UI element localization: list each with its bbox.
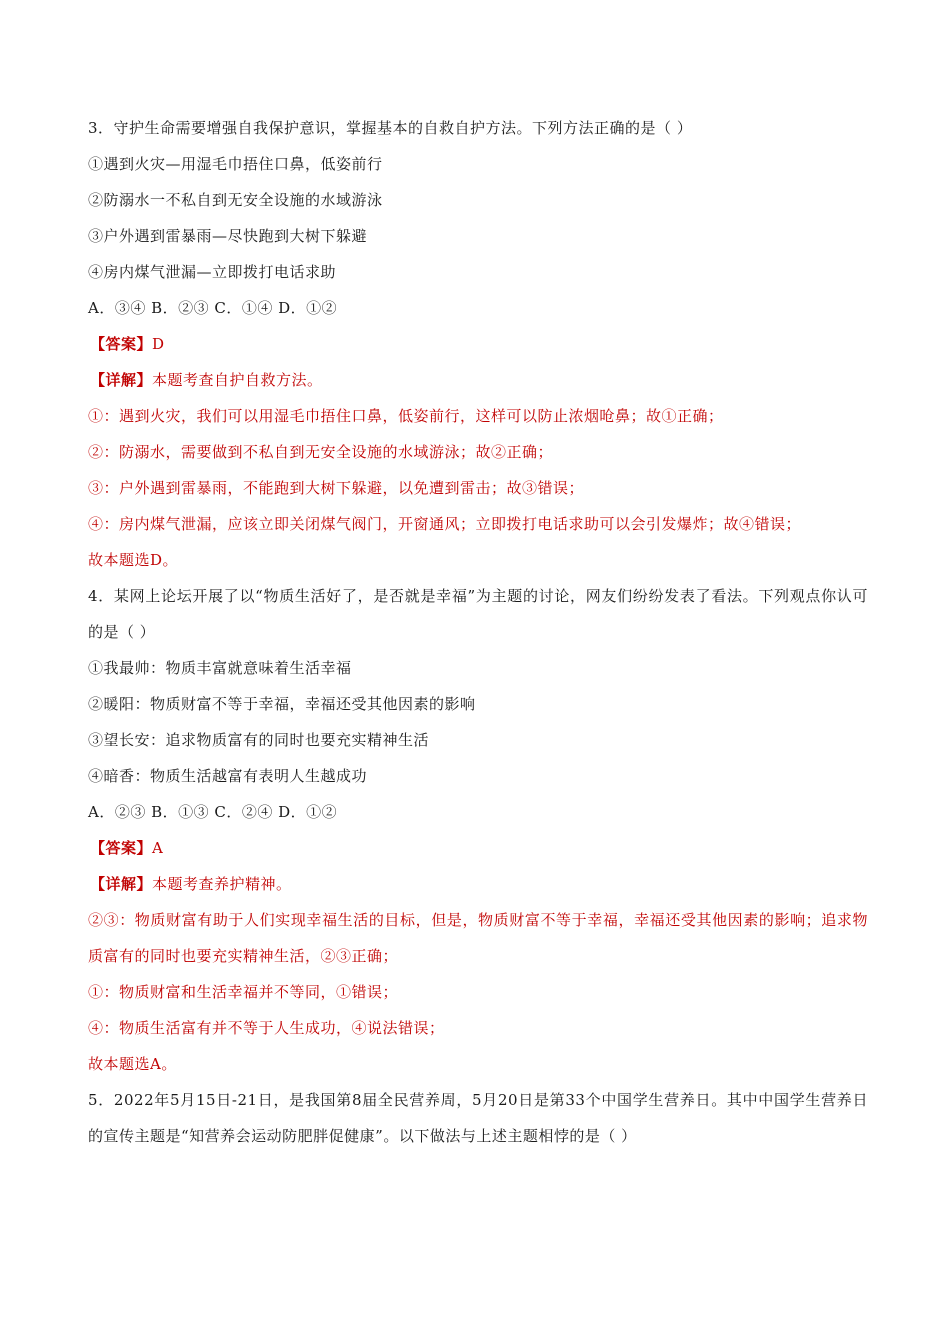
q3-conclusion: 故本题选D。 [88,551,179,569]
q4-detail-line [88,866,868,902]
q4-option-2: ②暖阳：物质财富不等于幸福，幸福还受其他因素的影响 [88,695,476,713]
q3-option-1: ①遇到火灾—用湿毛巾捂住口鼻，低姿前行 [88,155,383,173]
q3-explain-1: ①：遇到火灾，我们可以用湿毛巾捂住口鼻，低姿前行，这样可以防止浓烟呛鼻；故①正确； [88,407,724,425]
q3-stem: 3．守护生命需要增强自我保护意识，掌握基本的自救自护方法。下列方法正确的是（ ） [88,119,693,137]
q3-detail-text: 本题考查自护自救方法。 [152,371,323,389]
q3-answer-value: D [152,335,165,353]
q3-option-2: ②防溺水一不私自到无安全设施的水域游泳 [88,191,383,209]
q4-explain-2: ④：物质生活富有并不等于人生成功，④说法错误； [88,1019,445,1037]
q5-stem: 5．2022年5月15日-21日，是我国第8届全民营养周，5月20日是第33个中国学生营养日。其中中国学生营养日的宣传主题是“知营养会运动防肥胖促健康”。以下做法与上述主题相悖的是（ ） [88,1091,868,1145]
q3-option-4: ④房内煤气泄漏—立即拨打电话求助 [88,263,337,281]
q4-stem: 4．某网上论坛开展了以“物质生活好了，是否就是幸福”为主题的讨论，网友们纷纷发表了看法。下列观点你认可的是（ ） [88,587,868,641]
q4-detail-text: 本题考查养护精神。 [152,875,292,893]
q3-explain-2: ②：防溺水，需要做到不私自到无安全设施的水域游泳；故②正确； [88,443,554,461]
q4-answer-line [88,830,868,866]
q3-answer-tag: 【答案】 [90,335,153,353]
q4-answer-tag: 【答案】 [90,839,153,857]
q3-answer-line [88,326,868,362]
q3-detail-tag: 【详解】 [90,371,153,389]
q3-explain-4: ④：房内煤气泄漏，应该立即关闭煤气阀门，开窗通风；立即拨打电话求助可以会引发爆炸；故④错误； [88,515,802,533]
q3-choices: A．③④ B．②③ C．①④ D．①② [88,299,338,317]
q4-detail-tag: 【详解】 [90,875,153,893]
q3-detail-line [88,362,868,398]
q3-option-3: ③户外遇到雷暴雨—尽快跑到大树下躲避 [88,227,368,245]
document-page [88,110,868,1154]
q3-explain-3: ③：户外遇到雷暴雨，不能跑到大树下躲避，以免遭到雷击；故③错误； [88,479,585,497]
q4-answer-value: A [152,839,164,857]
q4-explain-1: ①：物质财富和生活幸福并不等同，①错误； [88,983,399,1001]
q4-option-4: ④暗香：物质生活越富有表明人生越成功 [88,767,368,785]
q4-conclusion: 故本题选A。 [88,1055,177,1073]
q4-choices: A．②③ B．①③ C．②④ D．①② [88,803,338,821]
q4-option-3: ③望长安：追求物质富有的同时也要充实精神生活 [88,731,430,749]
q4-explain-long: ②③：物质财富有助于人们实现幸福生活的目标，但是，物质财富不等于幸福，幸福还受其他因素的影响；追求物质富有的同时也要充实精神生活，②③正确； [88,911,868,965]
q4-option-1: ①我最帅：物质丰富就意味着生活幸福 [88,659,352,677]
